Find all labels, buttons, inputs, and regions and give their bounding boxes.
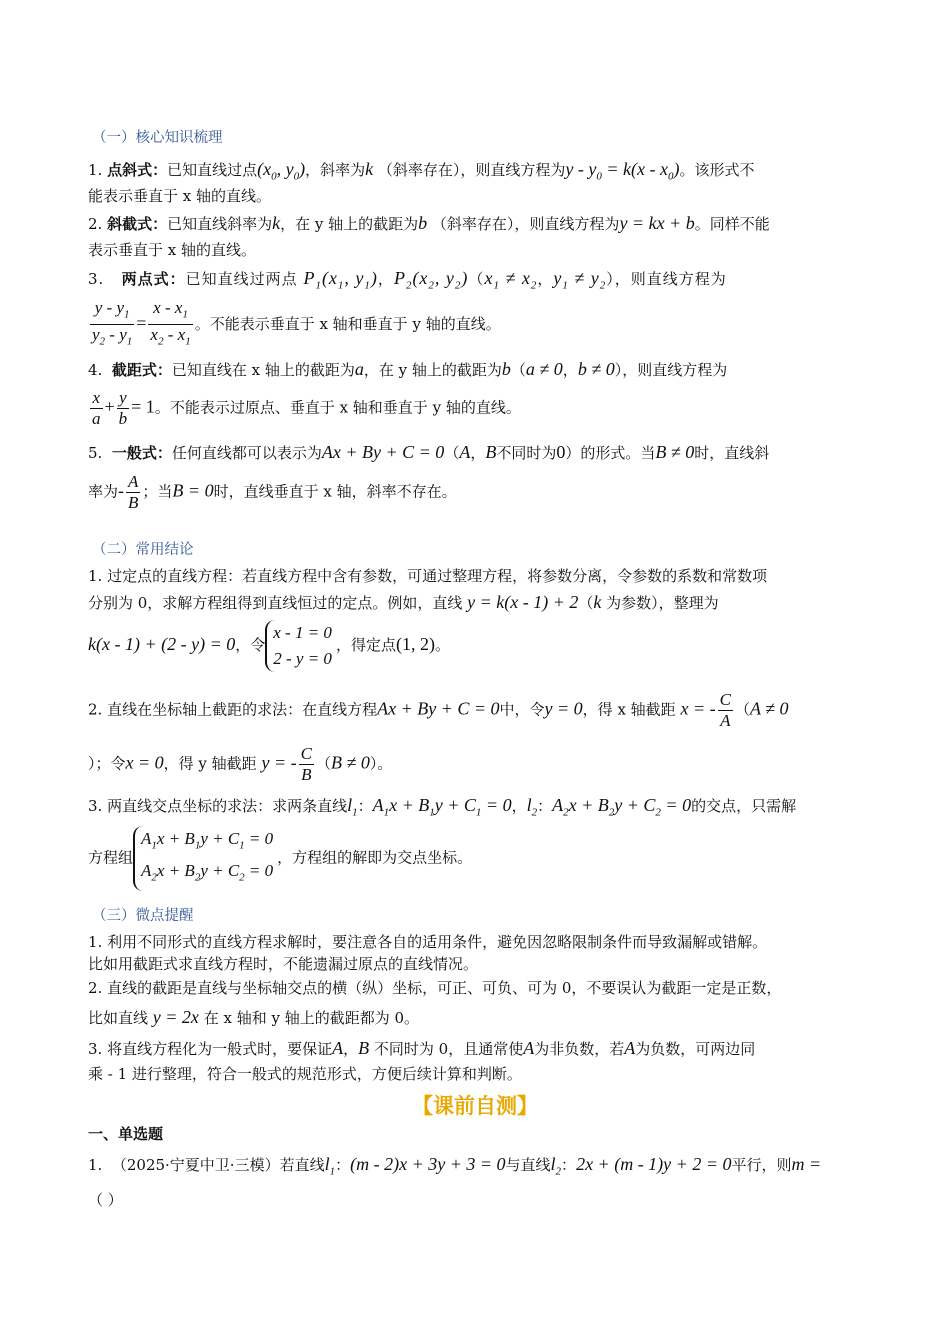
conclusion-1-line2: 分别为 0，求解方程组得到直线恒过的定点。例如，直线 y = k(x - 1) + 2（k 为参数），整理为 [88,592,719,612]
tip-2-line2: 比如直线 y = 2x 在 x 轴和 y 轴上的截距都为 0。 [88,1007,420,1027]
conclusion-1-line1: 1. 过定点的直线方程：若直线方程中含有参数，可通过整理方程，将参数分离，令参数的系数和常数项 [88,567,768,585]
question-1-line1: 1. （2025·宁夏中卫·三模）若直线$l_1$：(m - 2)x + 3y + 3 = 0与直线$l_2$：2x + (m - 1)y + 2 = 0平行，则m = [88,1154,822,1178]
conclusion-2-line2: ）；令x = 0，得 y 轴截距 y = - $\frac{C}{B}$ （B ≠ 0）。 [88,744,393,784]
core-item-4-line1: 4. 截距式：已知直线在 x 轴上的截距为a，在 y 轴上的截距为b（a ≠ 0，b ≠ 0），则直线方程为 [88,359,728,379]
section-heading-tips: （三）微点提醒 [92,908,194,924]
core-item-3-line1: 3. 两点式：已知直线过两点 $P_1(x_1$, $y_1$)，$P_2(x_2$, $y_2)(x_1 \ne x_2$，$y_1 \ne y_2$），则直线方程为 [88,268,727,292]
section-heading-core: （一）核心知识梳理 [92,130,223,146]
conclusion-3-line1: 3. 两直线交点坐标的求法：求两条直线$l_1$：$A_1x + B_1y + C_1 = 0$，$l_2$：$A_2x + B_2y + C_2 = 0$的交点，只需解 [88,795,797,819]
tip-3-line2: 乘 - 1 进行整理，符合一般式的规范形式，方便后续计算和判断。 [88,1065,522,1083]
core-item-3-line2: $\frac{y - y_1}{y_2 - y_1}$ = $\frac{x - x_1}{x_2 - x_1}$ 。不能表示垂直于 x 轴和垂直于 y 轴的直线。 [92,298,501,348]
self-test-title: 【课前自测】 [412,1094,538,1118]
core-item-2-line1: 2. 斜截式：已知直线斜率为k，在 y 轴上的截距为b （斜率存在），则直线方程为y = kx + b。同样不能 [88,213,770,233]
conclusion-3-line2: 方程组 $A_1x + B_1y + C_1 = 0$ $A_2x + B_2y + C_2 = 0$ ，方程组的解即为交点坐标。 [88,826,864,891]
conclusion-2-line1: 2. 直线在坐标轴上截距的求法：在直线方程Ax + By + C = 0中，令y = 0，得 x 轴截距 x = - $\frac{C}{A}$ （A ≠ 0 [88,690,789,730]
core-item-1-line2: 能表示垂直于 x 轴的直线。 [88,187,271,205]
core-item-5-line2: 率为- $\frac{A}{B}$ ；当B = 0时，直线垂直于 x 轴，斜率不存在。 [88,472,457,512]
core-item-4-line2: $\frac{x}{a}$ + $\frac{y}{b}$ = 1。不能表示过原点、垂直于 x 轴和垂直于 y 轴的直线。 [92,388,521,428]
core-item-5-line1: 5. 一般式：任何直线都可以表示为Ax + By + C = 0（A，B不同时为0）的形式。当B ≠ 0时，直线斜 [88,442,770,462]
tip-2-line1: 2. 直线的截距是直线与坐标轴交点的横（纵）坐标，可正、可负、可为 0，不要误认为截距一定是正数， [88,979,782,997]
tip-3-line1: 3. 将直线方程化为一般式时，要保证A，B 不同时为 0，且通常使A为非负数，若A为负数，可两边同 [88,1038,756,1058]
question-type-heading: 一、单选题 [88,1125,164,1143]
question-1-choice-blank: （ ） [88,1191,123,1209]
conclusion-1-line3: k(x - 1) + (2 - y) = 0，令 x - 1 = 0 2 - y = 0 ，得定点(1, 2)。 [88,620,864,672]
section-heading-conclusions: （二）常用结论 [92,542,194,558]
core-item-1-line1: 1. 点斜式：已知直线过点($x_0$, $y_0$)，斜率为k （斜率存在），则直线方程为$y - y_0 = k(x - x_0)$。该形式不 [88,159,755,183]
tip-1-line1: 1. 利用不同形式的直线方程求解时，要注意各自的适用条件，避免因忽略限制条件而导致漏解或错解。 [88,933,768,951]
core-item-2-line2: 表示垂直于 x 轴的直线。 [88,241,256,259]
tip-1-line2: 比如用截距式求直线方程时，不能遗漏过原点的直线情况。 [88,955,479,973]
